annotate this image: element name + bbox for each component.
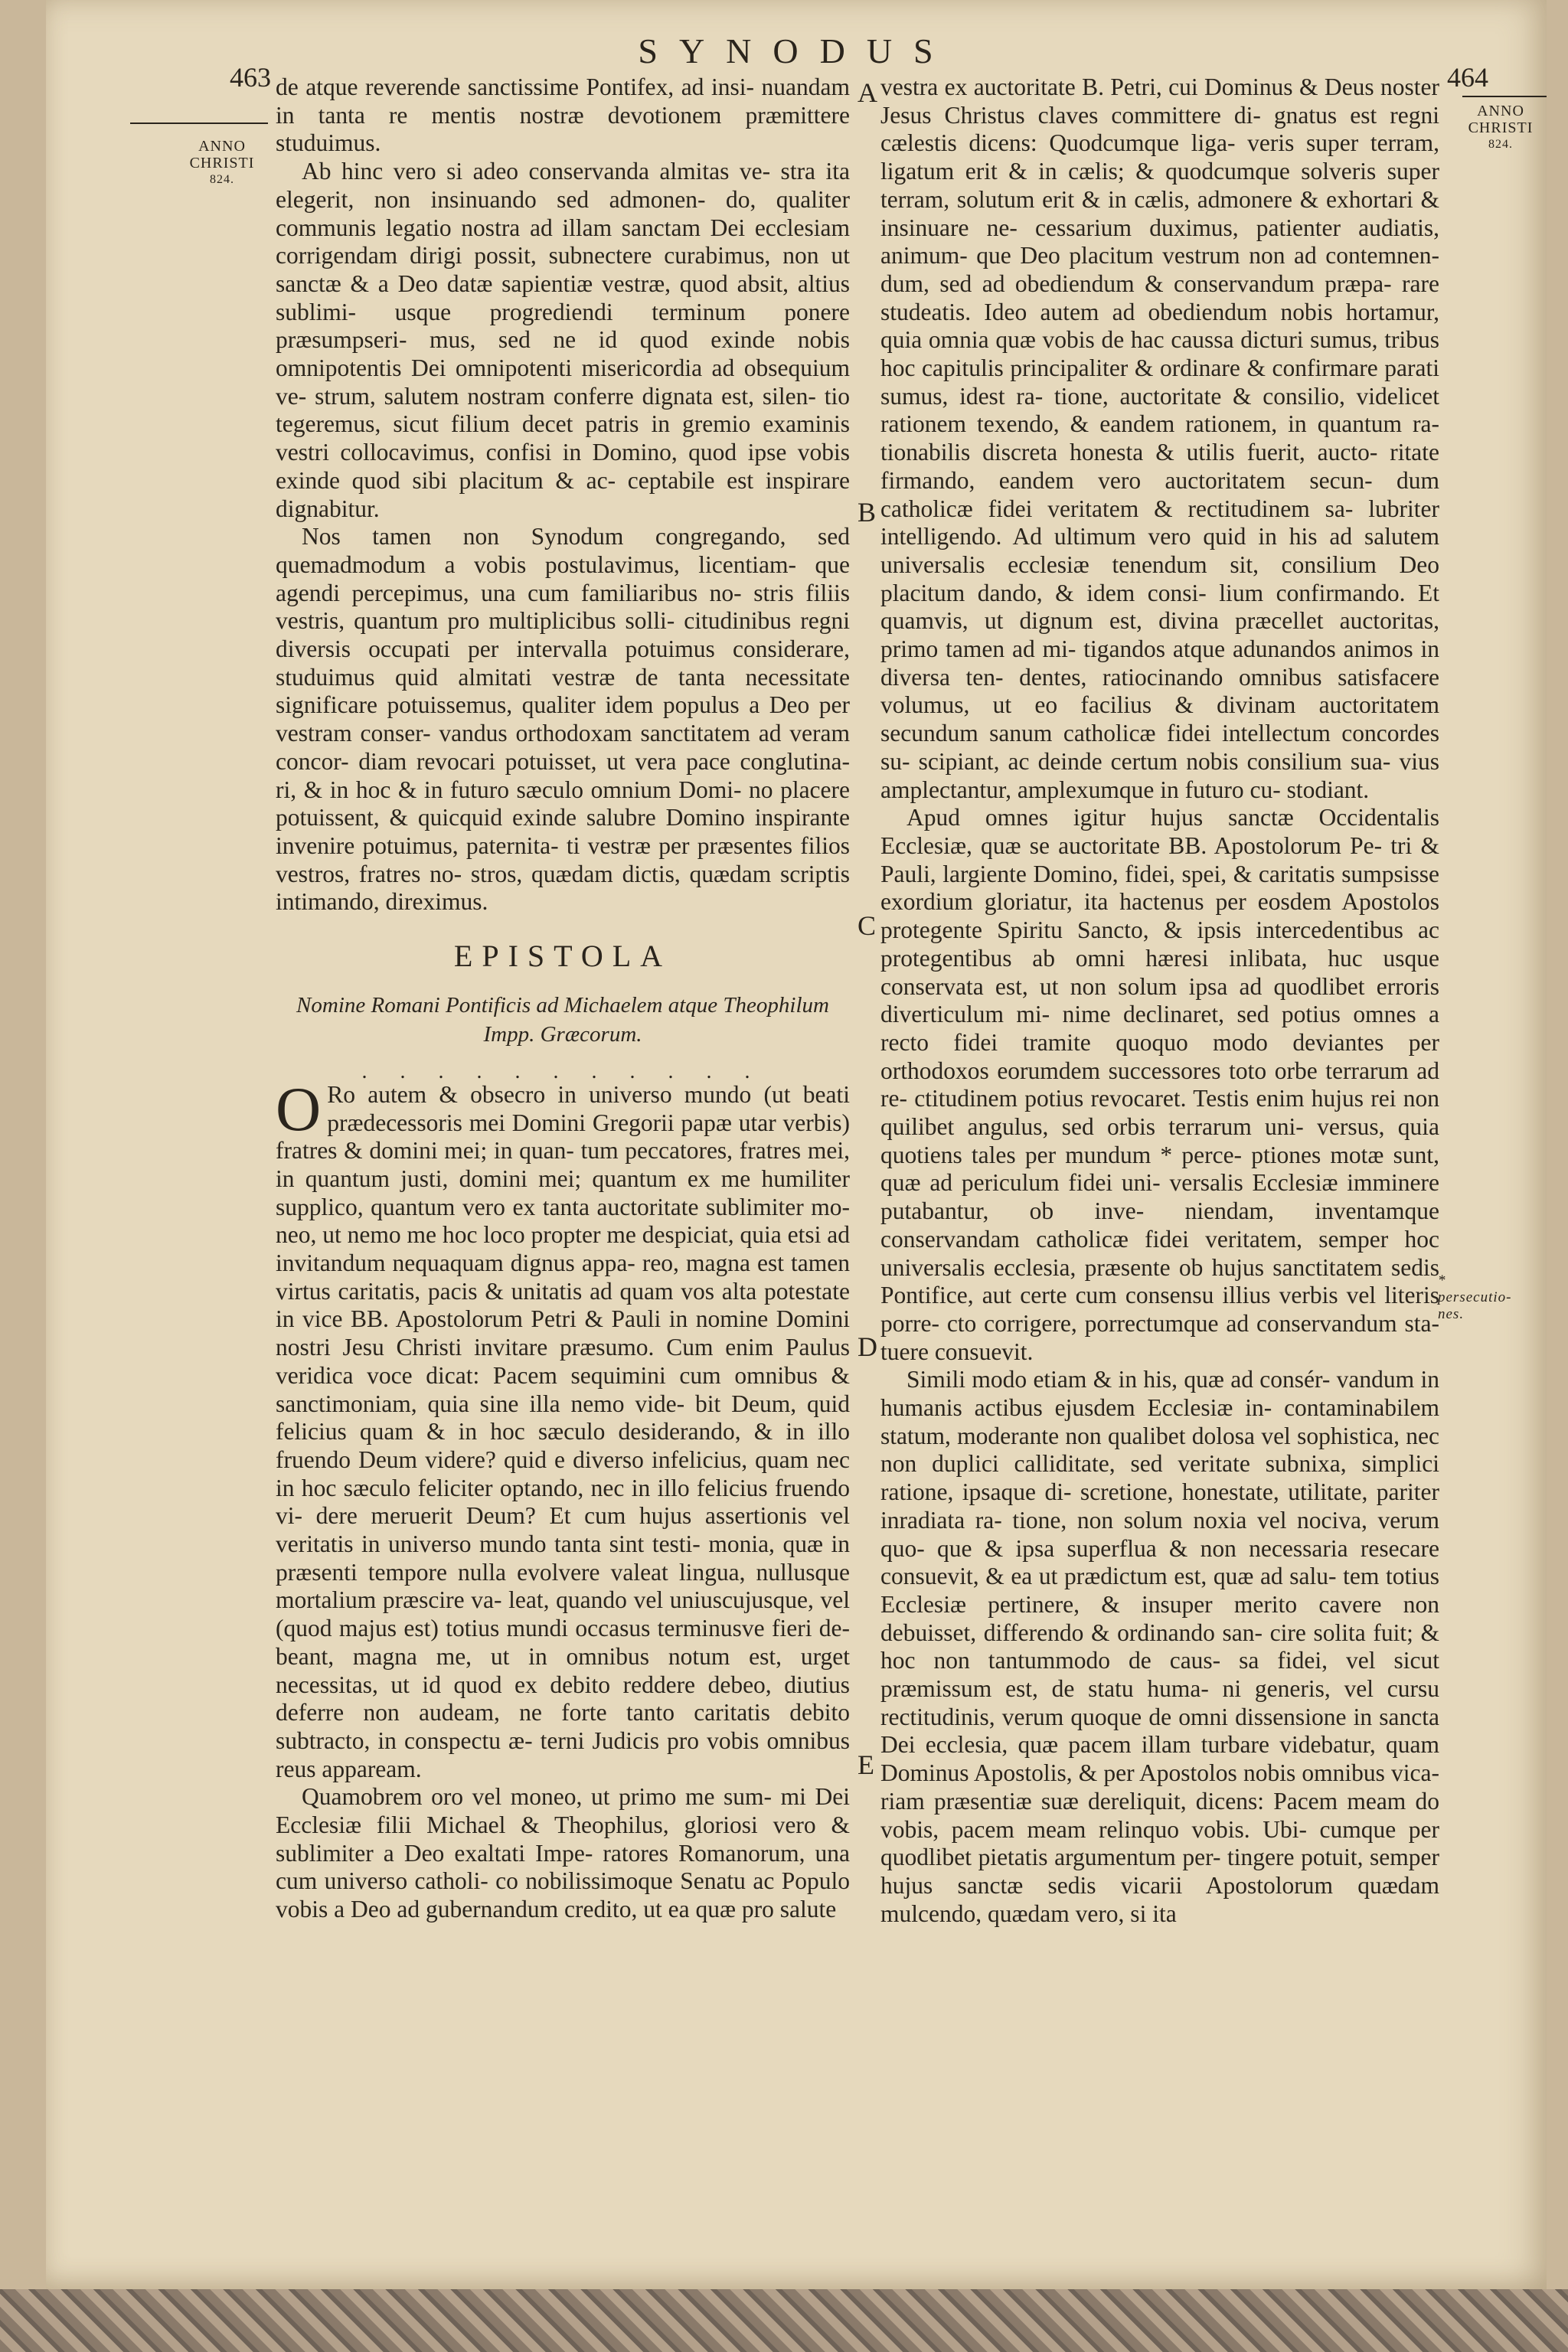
section-letter-b: B [858,497,877,528]
paragraph: Quamobrem oro vel moneo, ut primo me sum- mi Dei Ecclesiæ filii Michael & Theophilus, gloriosi vero & sublimiter a Deo exaltati Impe- ratores Romanorum, una cum universo catholi- co nobilissimoque Senatu ac Populo vobis a Deo ad gubernandum credito, ut ea quæ pro salute [276,1783,850,1923]
carpet-background [0,2289,1568,2352]
paragraph: vestra ex auctoritate B. Petri, cui Dominus & Deus noster Jesus Christus claves committere di- gnatus est regni cælestis dicens: Quodcumque liga- veris super terram, ligatum erit & in cælis; & quodcumque solveris super terram, solutum erit & in cælis, admonere & exhortari & insinuare ne- cessarium duximus, patienter audiatis, animum- que Deo placitum vestrum non ad contemnen- dum, sed ad obediendum & conservandum præpa- rare studeatis. Ideo autem ad obediendum nobis hortamur, quia omnia quæ vobis de hac caussa dicturi sumus, tribus hoc capitulis principaliter & ordinare & confirmare parati sumus, idest ra- tione, auctoritate & consilio, videlicet rationem texendo, & eandem rationem, in quantum ra- tionabilis discreta honesta & utilis fuerit, aucto- ritate firmando, eandem vero auctoritatem secun- dum catholicæ fidei veritatem & rectitudinem sa- lubriter intelligendo. Ad ultimum vero quid in his ad salutem universalis ecclesiæ tenendum sit, consilium Deo placitum dando, & idem consi- lium confirmando. Et quamvis, ut dignum est, divina præcellet auctoritas, primo tamen ad mi- tigandos atque adunandos animos in diversa ten- dentes, ratiocinando omnibus satisfacere volumus, ut eo facilius & divinam auctoritatem secundum sanum catholicæ fidei intellectum concordes su- scipiant, ac deinde certum nobis consilium sua- vius amplectantur, amplexumque in futuro cu- stodiant. [880,74,1439,803]
paragraph: Simili modo etiam & in his, quæ ad consér- vandum in humanis actibus ejusdem Ecclesiæ in- contaminabilem statum, moderante non qualibet dolosa vel sophistica, nec non duplici calliditate, sed veritate subnixa, simplici ratione, ipsaque di- scretione, honestate, utilitate, pariter inradiata ra- tione, non solum noxia vel nociva, verum quo- que & ipsa superflua & non necessaria resecare consuevit, & ea ut prædictum est, quæ ad salu- tem totius Ecclesiæ pertinere, & insuper merito cavere non debuisset, differendo & ordinando san- cire solita fuit; & hoc non tantummodo de caus- sa fidei, vel sicut præmissum est, de statu huma- ni generis, vel cursu rectitudinis, verum quoque de omni dissensione in sancta Dei ecclesia, quæ pacem illam turbare videbatur, quam Dominus Apostolis, & per Apostolos nobis omnibus vica- riam præsentiæ suæ dereliquit, dicens: Pacem meam do vobis, pacem meam relinquo vobis. Ubi- cumque per quodlibet pietatis argumentum per- tingere potuit, semper hujus sanctæ sedis vicarii Apostolorum quædam mulcendo, quædam vero, si ita [880,1366,1439,1927]
epistola-subheading: Nomine Romani Pontificis ad Michaelem atque Theophilum Impp. Græcorum. [296,992,829,1047]
margin-christi: CHRISTI [189,155,255,172]
paragraph: de atque reverende sanctissime Pontifex, ad insi- nuandam in tanta re mentis nostræ devotionem præmittere studuimus. [276,74,850,157]
running-title: SYNODUS [638,31,955,70]
margin-christi: CHRISTI [1468,119,1534,136]
margin-note-anno-right [1462,103,1539,153]
section-letter-c: C [858,910,877,941]
margin-note-persecutio [1438,1272,1514,1323]
ellipsis-dots: . . . . . . . . . . . [361,1059,764,1083]
margin-year: 824. [210,173,234,186]
margin-persecutio: * persecutio- [1438,1272,1512,1305]
margin-persecutio-2: nes. [1438,1306,1465,1322]
paragraph-text: Ro autem & obsecro in universo mundo (ut beati prædecessoris mei Domini Gregorii papæ utar verbis) fratres & domini mei; in quan- tum peccatores, fratres mei, in quantum justi, domini mei; quantum ex me humiliter supplico, quantum vero ex tanta auctoritate sublimiter mo- neo, ut nemo me hoc loco propter me despiciat, quia etsi ad invitandum nequaquam dignus appa- reo, magna est tamen virtus caritatis, pacis & unitatis ad quam vos alta potestate in vice BB. Apostolorum Petri & Pauli in nomine Domini nostri Jesu Christi invitare præsumo. Cum enim Paulus veridica voce dicat: Pacem sequimini cum omnibus & sanctimoniam, quia sine illa nemo vide- bit Deum, quid felicius quam & in hoc sæculo desiderando, & in illo fruendo Deum videre? quid e diverso infelicius, quam nec in hoc sæculo feliciter optando, nec in illo felicius fruendo vi- dere meruerit Deum? Et cum hujus assertionis vel veritatis in universo mundo tanta sint testi- monia, quæ in præsenti tempore nulla evolvere valeat lingua, nullusque mortalium præscire va- leat, quando vel uniuscujusque, vel (quod majus est) totius mundi occasus terminusve fieri de- beant, magna me, ut in omnibus notum est, urget necessitas, ut id quod ex debito reddere debeo, diutius deferre non audeam, ne forte tanto caritatis debito subtracto, in conspectu æ- terni Judicis pro vobis omnibus reus appaream. [276,1080,850,1782]
book-page [46,0,1547,2289]
left-column [276,74,850,1924]
section-letter-d: D [858,1331,877,1362]
margin-rule-right [1462,96,1547,97]
drop-cap: O [276,1073,322,1144]
margin-year: 824. [1488,138,1513,151]
paragraph-with-dropcap [276,1073,850,1784]
page-number-right: 464 [1447,62,1488,93]
margin-anno: ANNO [198,138,246,155]
paragraph: Apud omnes igitur hujus sanctæ Occidentalis Ecclesiæ, quæ se auctoritate BB. Apostolorum Pe- tri & Pauli, largiente Domino, fidei, spei, & caritatis sumpsisse exordium gloriatur, ita hactenus per eosdem Apostolos protegente Spiritu Sancto, & ipsis intercedentibus ac protegentibus ab omni hæresi inlibata, huc usque conservata est, ut non solum ipsa ad quodlibet erroris diverticulum mi- nime declinaret, sed potius omnes a recto fidei tramite quoquo modo deviantes per orthodoxos eorumdem successores toto orbe terrarum ad re- ctitudinem potius revocaret. Testis enim hujus rei non quilibet angulus, sed orbis terrarum uni- versus, quia quotiens tales per mundum * perce- ptiones motæ sunt, quæ ad periculum fidei uni- versalis Ecclesiæ imminere putabantur, ob inve- niendam, inventamque conservandam catholicæ fidei veritatem, semper hoc universalis ecclesia, præsente ob hujus sanctitatem sedis Pontifice, aut certe cum consensu illius verbis vel literis porre- cto corrigere, porrectumque ad conservandum sta- tuere consuevit. [880,804,1439,1365]
section-letter-a: A [858,77,877,108]
margin-rule-left [130,122,268,124]
paragraph: Ab hinc vero si adeo conservanda almitas ve- stra ita elegerit, non insinuando sed admonen- do, qualiter communis legatio nostra ad illam sanctam Dei ecclesiam corrigendam dirigi possit, subnectere curabimus, non ut sanctæ & a Deo datæ sapientiæ vestræ, quod absit, altius sublimi- usque progrediendi terminum ponere præsumpseri- mus, sed ne id quod exinde nobis omnipotentis Dei omnipotenti misericordia ad obsequium ve- strum, salutem nostram conferre dignata est, silen- tio tegeremus, sicut filium decet patris in gremio examinis vestri collocavimus, confisi in Domino, quod ipse vobis exinde quod sibi placitum & ac- ceptabile est inspirare dignabitur. [276,158,850,522]
margin-note-anno-left [176,138,268,188]
page-number-left: 463 [230,62,271,93]
right-column [880,74,1439,1928]
margin-anno: ANNO [1477,103,1524,119]
paragraph: Nos tamen non Synodum congregando, sed quemadmodum a vobis postulavimus, licentiam- que agendi percepimus, una cum familiaribus no- stris filiis vestris, quantum pro multiplicibus solli- citudinibus regni diversis occupati per intervalla potuimus considerare, studuimus quid almitati vestræ de tanta necessitate significare potuissemus, qualiter idem populus a Deo per vestram conser- vandus orthodoxam sanctitatem ad veram concor- diam revocari potuisset, ut vera pace conglutina- ri, & in hoc & in futuro sæculo omnium Domi- no placere potuissent, & quicquid exinde salubre Domino inspirante invenire potuimus, paternita- ti vestræ per præsentes filios vestros, fratres no- stros, quædam dictis, quædam scriptis intimando, direximus. [276,523,850,916]
epistola-heading: EPISTOLA [453,939,672,974]
section-letter-e: E [858,1749,874,1780]
